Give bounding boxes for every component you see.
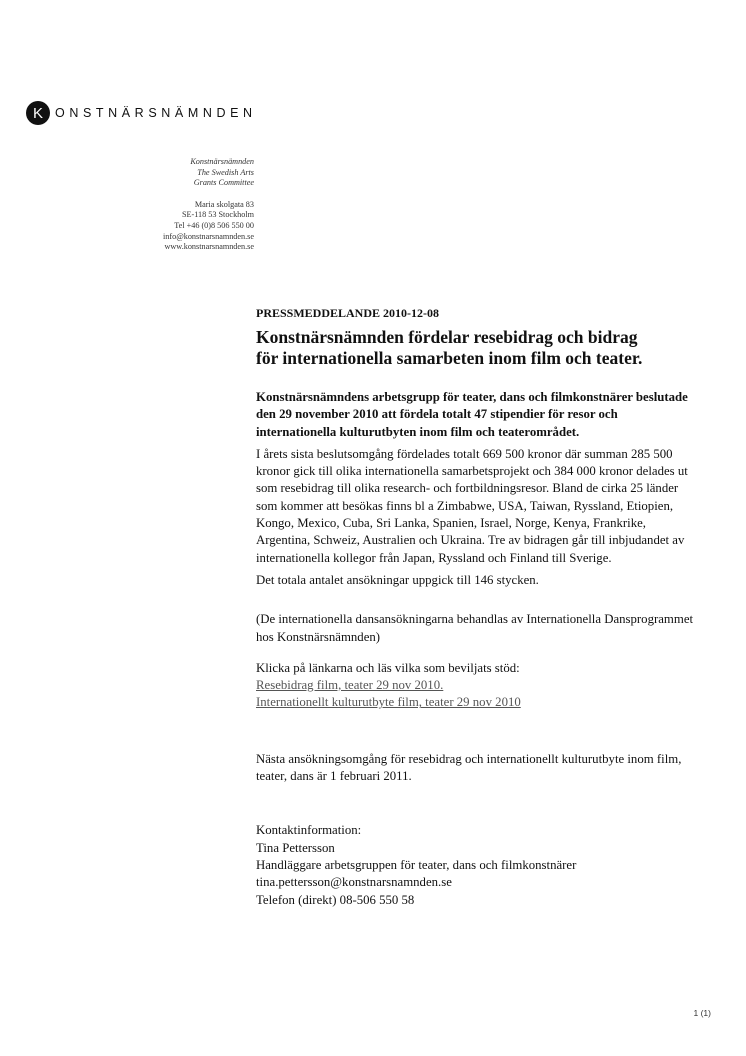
contact-block [256, 822, 696, 908]
contact-heading: Kontaktinformation: [256, 823, 362, 838]
press-release [256, 306, 696, 914]
headline-line: Konstnärsnämnden fördelar resebidrag och bidrag [256, 327, 638, 347]
note-paragraph: (De internationella dansansökningarna behandlas av Internationella Dansprogrammet hos Konstnärsnämnden) [256, 612, 694, 644]
org-website: www.konstnarsnamnden.se [164, 242, 254, 252]
contact-name: Tina Pettersson [256, 840, 335, 855]
org-name-line: Grants Committee [193, 178, 254, 188]
org-phone: Tel +46 (0)8 506 550 00 [174, 220, 254, 230]
links-intro: Klicka på länkarna och läs vilka som beviljats stöd: [256, 660, 520, 675]
logo-wordmark: ONSTNÄRSNÄMNDEN [55, 106, 257, 120]
body-paragraph: I årets sista beslutsomgång fördelades totalt 669 500 kronor där summan 285 500 kronor gick till olika internationella samarbetsprojekt och 384 000 kronor delades ut som resebidrag till olika research- och fortbildningsresor. Bland de cirka 25 länder som kommer att besökas finns bl a Zimbabwe, USA, Taiwan, Ryssland, Etiopien, Kongo, Mexico, Cuba, Sri Lanka, Spanien, Israel, Norge, Kenya, Frankrike, Argentina, Schweiz, Australien och Ukraina. Tre av bidragen går till inbjudandet av internationella kollegor från Japan, Ryssland och Finland till Sverige. [256, 446, 688, 565]
lead-paragraph: Konstnärsnämndens arbetsgrupp för teater, dans och filmkonstnärer beslutade den 29 november 2010 att fördela totalt 47 stipendier för resor och internationella kulturutbyten inom film och teaterområdet. [256, 390, 688, 439]
organization-info [163, 157, 254, 253]
contact-email: tina.pettersson@konstnarsnamnden.se [256, 875, 452, 890]
page-number: 1 (1) [693, 1008, 711, 1018]
logo [26, 101, 257, 125]
org-address-line: SE-118 53 Stockholm [181, 210, 254, 220]
press-release-label: PRESSMEDDELANDE 2010-12-08 [256, 306, 440, 320]
org-name-line: The Swedish Arts [197, 167, 254, 177]
org-name-line: Konstnärsnämnden [190, 157, 254, 166]
headline [256, 327, 696, 368]
link-resebidrag[interactable]: Resebidrag film, teater 29 nov 2010. [256, 678, 444, 693]
link-kulturutbyte[interactable]: Internationellt kulturutbyte film, teater 29 nov 2010 [256, 695, 521, 710]
logo-mark: K [26, 101, 50, 125]
headline-line: för internationella samarbeten inom film och teater. [256, 347, 643, 368]
org-address-line: Maria skolgata 83 [194, 199, 254, 209]
links-section [256, 660, 696, 712]
org-email: info@konstnarsnamnden.se [163, 231, 254, 241]
contact-phone: Telefon (direkt) 08-506 550 58 [256, 892, 415, 907]
body-paragraph: Det totala antalet ansökningar uppgick till 146 stycken. [256, 572, 539, 587]
next-round-paragraph: Nästa ansökningsomgång för resebidrag och internationellt kulturutbyte inom film, teater, dans är 1 februari 2011. [256, 751, 682, 784]
contact-role: Handläggare arbetsgruppen för teater, dans och filmkonstnärer [256, 857, 577, 872]
